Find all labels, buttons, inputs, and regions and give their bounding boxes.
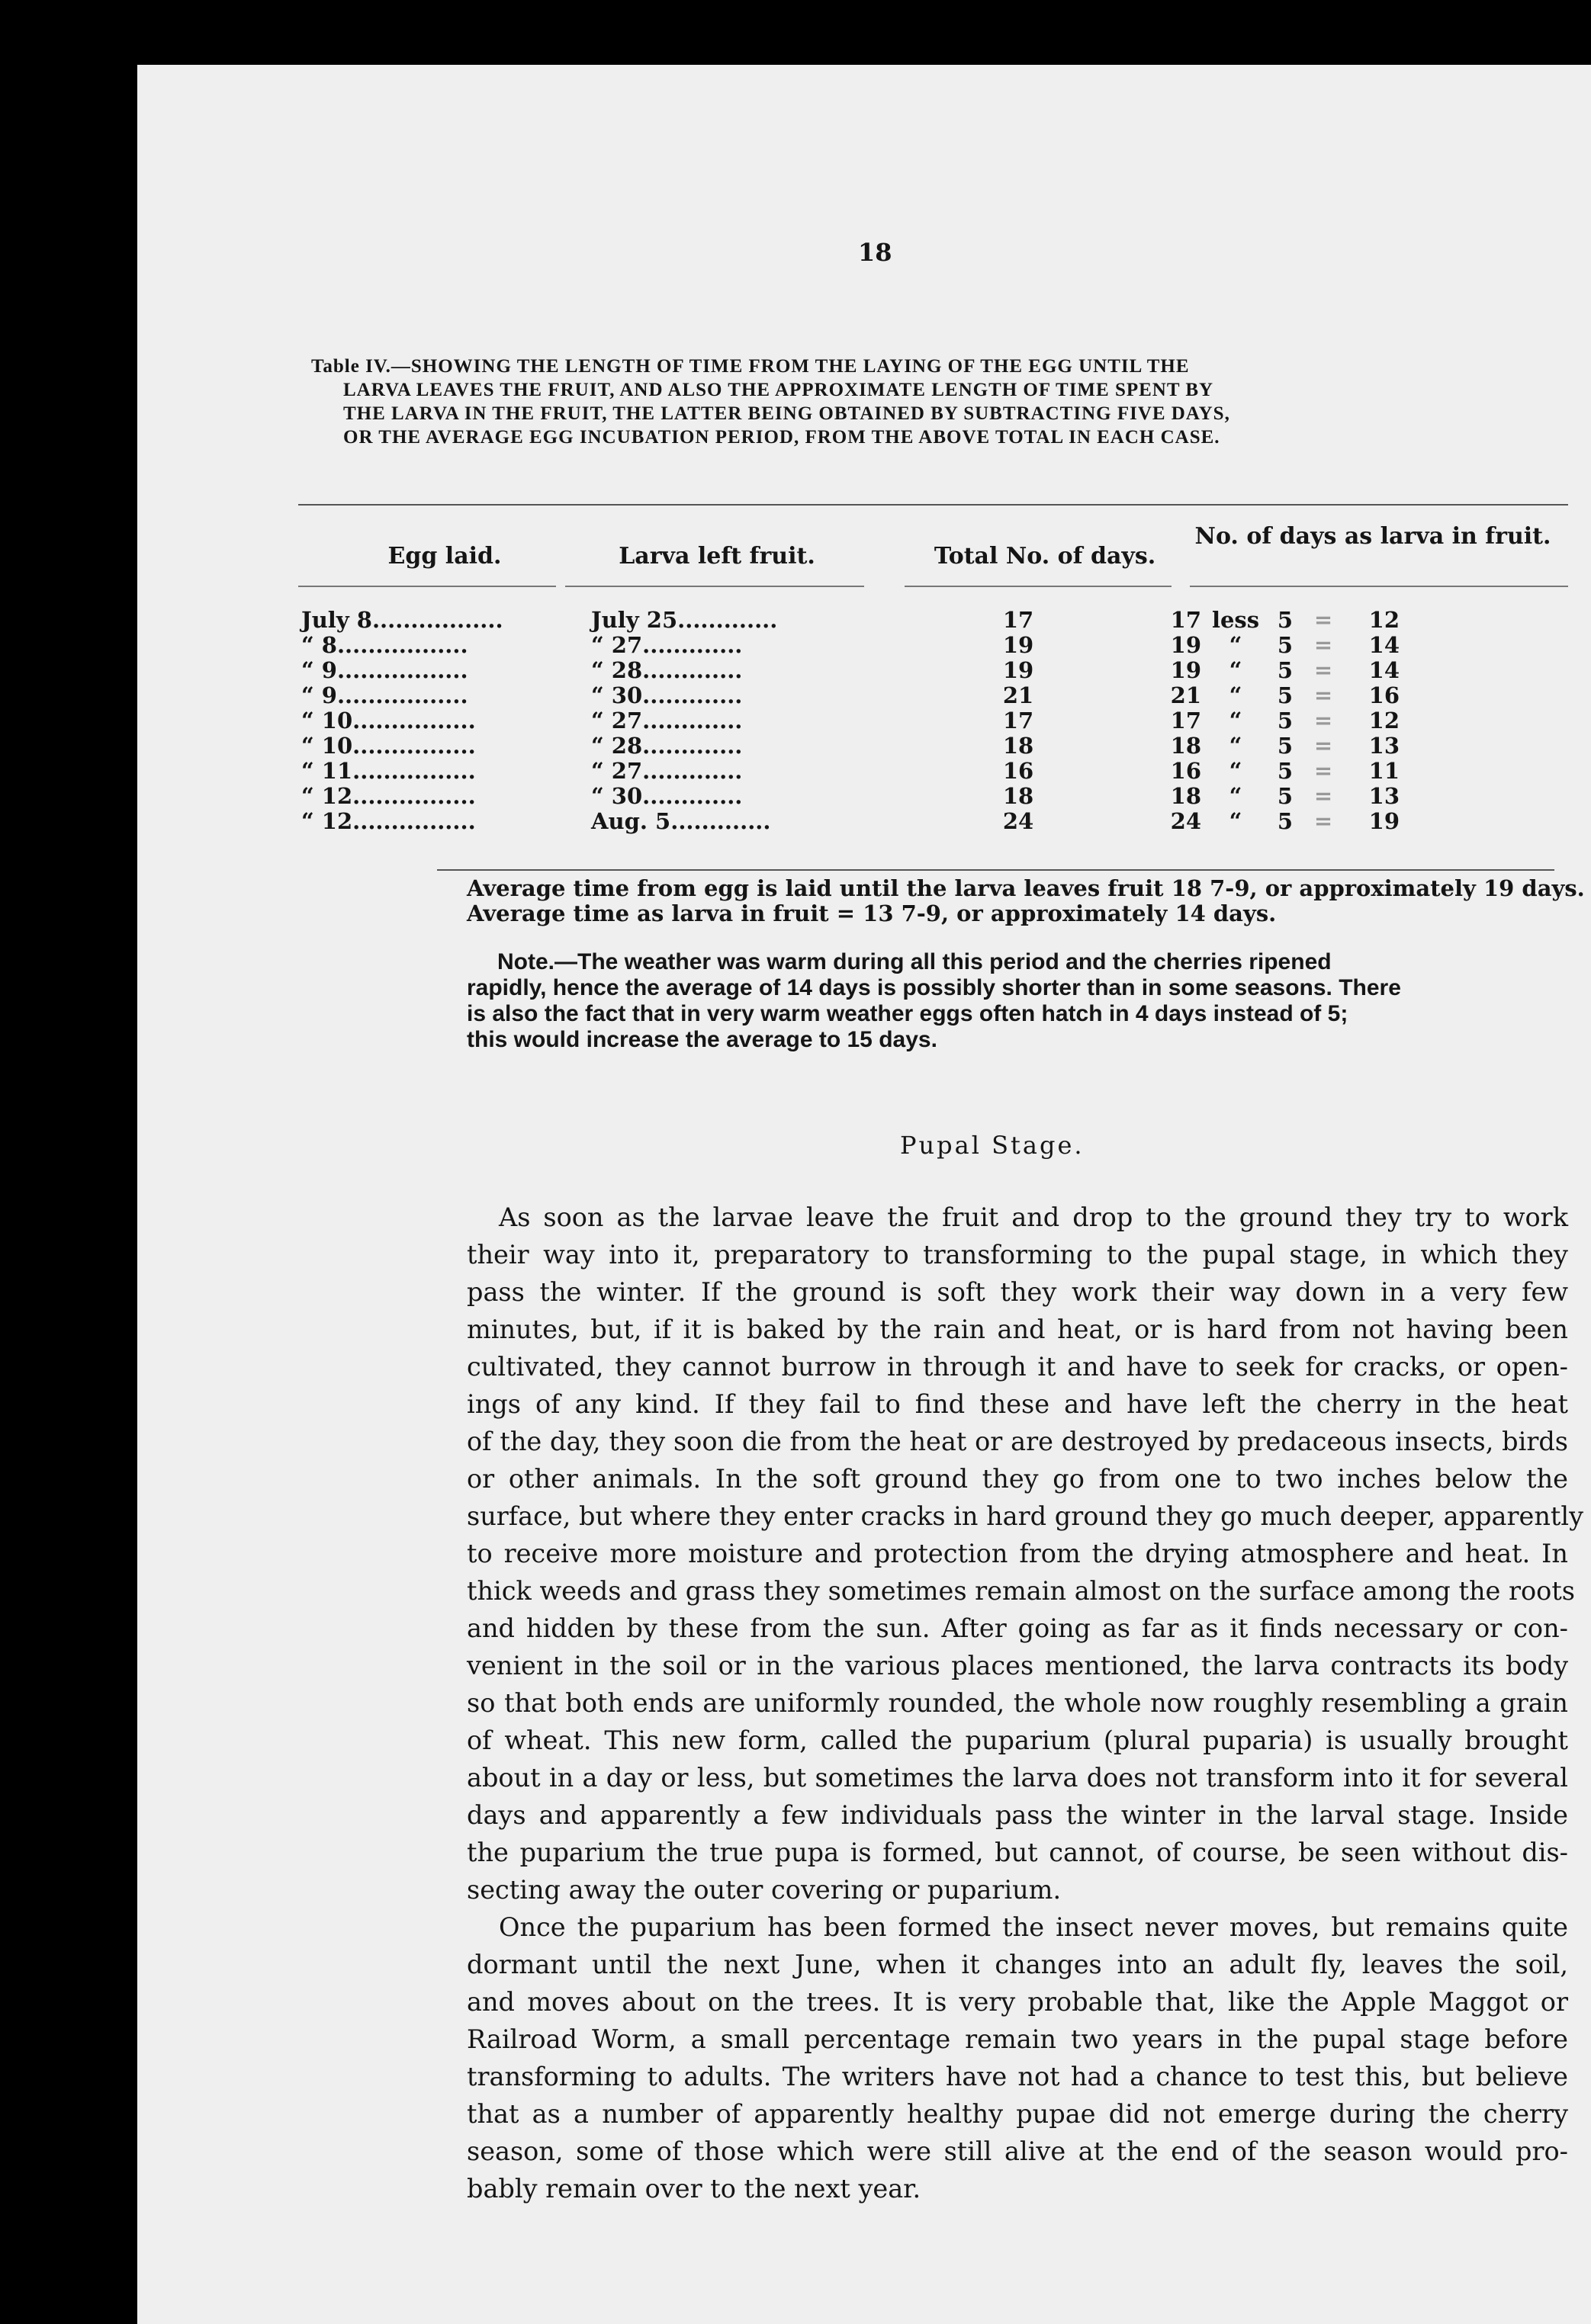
average-line: Average time as larva in fruit = 13 7-9, or approximately 14 days. <box>467 900 1277 926</box>
cell-equals: = <box>1313 758 1333 784</box>
text-line: or other animals. In the soft ground they go from one to two inches below the <box>467 1464 1568 1494</box>
paragraph <box>467 1908 1568 2207</box>
cell-less: “ <box>1229 758 1242 784</box>
text-line: dormant until the next June, when it changes into an adult fly, leaves the soil, <box>467 1950 1568 1979</box>
note-line: Note.—The weather was warm during all this period and the cherries ripened <box>497 949 1332 974</box>
text-line: bably remain over to the next year. <box>467 2174 921 2204</box>
cell-larva-left: “ 27............. <box>591 632 743 658</box>
note-block <box>467 949 1568 1053</box>
cell-five: 5 <box>1277 657 1294 683</box>
cell-five: 5 <box>1277 607 1294 633</box>
cell-total: 16 <box>1002 758 1034 784</box>
table-row <box>301 784 1400 809</box>
cell-five: 5 <box>1277 808 1294 834</box>
header-days-larva: No. of days as larva in fruit. <box>1194 523 1551 550</box>
cell-total: 19 <box>1002 632 1034 658</box>
text-line: secting away the outer covering or puparium. <box>467 1875 1062 1905</box>
cell-equals: = <box>1313 607 1333 633</box>
paragraph <box>467 1199 1584 1908</box>
cell-total: 19 <box>1002 657 1034 683</box>
data-table-body <box>301 608 1400 834</box>
text-line: days and apparently a few individuals pass the winter in the larval stage. Inside <box>467 1800 1568 1830</box>
cell-egg-laid: July 8................. <box>301 607 503 633</box>
text-line: transforming to adults. The writers have not had a chance to test this, but believe <box>467 2062 1568 2091</box>
cell-larva-left: “ 30............. <box>591 682 743 708</box>
cell-five: 5 <box>1277 708 1294 733</box>
text-line: venient in the soil or in the various places mentioned, the larva contracts its body <box>467 1651 1568 1680</box>
cell-egg-laid: “ 10................ <box>301 708 476 733</box>
header-rule <box>905 586 1172 587</box>
table-top-rule <box>298 504 1568 506</box>
cell-result: 13 <box>1368 783 1400 809</box>
table-row <box>301 658 1400 683</box>
table-bottom-rule <box>437 869 1554 871</box>
cell-days: 18 <box>1170 733 1201 759</box>
cell-equals: = <box>1313 632 1333 658</box>
text-line: to receive more moisture and protection from the drying atmosphere and heat. In <box>467 1539 1568 1568</box>
cell-days: 21 <box>1170 682 1201 708</box>
table-row <box>301 633 1400 658</box>
cell-less: “ <box>1229 682 1242 708</box>
cell-result: 14 <box>1368 657 1400 683</box>
document-page <box>137 65 1591 2324</box>
cell-equals: = <box>1313 783 1333 809</box>
cell-larva-left: July 25............. <box>591 607 778 633</box>
text-line: that as a number of apparently healthy pupae did not emerge during the cherry <box>467 2099 1568 2129</box>
cell-five: 5 <box>1277 682 1294 708</box>
cell-larva-left: “ 30............. <box>591 783 743 809</box>
text-line: so that both ends are uniformly rounded, the whole now roughly resembling a grain <box>467 1688 1568 1718</box>
table-row <box>301 759 1400 784</box>
caption-text: SHOWING THE LENGTH OF TIME FROM THE LAYING OF THE EGG UNTIL THE <box>410 356 1190 377</box>
note-line: this would increase the average to 15 days. <box>467 1027 937 1052</box>
cell-egg-laid: “ 12................ <box>301 808 476 834</box>
body-text <box>467 1199 1584 2207</box>
text-line: pass the winter. If the ground is soft they work their way down in a very few <box>467 1277 1568 1307</box>
cell-egg-laid: “ 10................ <box>301 733 476 759</box>
cell-equals: = <box>1313 708 1333 733</box>
cell-days: 19 <box>1170 657 1201 683</box>
average-line: Average time from egg is laid until the larva leaves fruit 18 7-9, or approximately 19 days. <box>467 875 1585 901</box>
text-line: of the day, they soon die from the heat or are destroyed by predaceous insects, birds <box>467 1427 1568 1456</box>
cell-days: 19 <box>1170 632 1201 658</box>
cell-days: 24 <box>1170 808 1201 834</box>
caption-line: LARVA LEAVES THE FRUIT, AND ALSO THE APPROXIMATE LENGTH OF TIME SPENT BY <box>343 380 1214 400</box>
text-line: and moves about on the trees. It is very probable that, like the Apple Maggot or <box>467 1987 1568 2017</box>
cell-larva-left: Aug. 5............. <box>591 808 771 834</box>
cell-five: 5 <box>1277 632 1294 658</box>
cell-less: less <box>1211 607 1260 633</box>
header-rule <box>298 586 556 587</box>
caption-lead: Table IV.— <box>311 356 411 377</box>
cell-egg-laid: “ 8................. <box>301 632 468 658</box>
note-line: is also the fact that in very warm weather eggs often hatch in 4 days instead of 5; <box>467 1001 1348 1026</box>
page-number: 18 <box>858 238 892 267</box>
cell-larva-left: “ 28............. <box>591 733 743 759</box>
note-line: rapidly, hence the average of 14 days is possibly shorter than in some seasons. There <box>467 975 1401 1000</box>
header-total-days: Total No. of days. <box>934 543 1156 570</box>
cell-egg-laid: “ 12................ <box>301 783 476 809</box>
cell-less: “ <box>1229 657 1242 683</box>
text-line: thick weeds and grass they sometimes remain almost on the surface among the roots <box>467 1576 1575 1606</box>
cell-less: “ <box>1229 808 1242 834</box>
cell-equals: = <box>1313 733 1333 759</box>
cell-result: 11 <box>1368 758 1400 784</box>
text-line: As soon as the larvae leave the fruit and drop to the ground they try to work <box>499 1202 1568 1232</box>
cell-equals: = <box>1313 657 1333 683</box>
cell-days: 16 <box>1170 758 1201 784</box>
header-rule <box>565 586 864 587</box>
text-line: Once the puparium has been formed the insect never moves, but remains quite <box>499 1912 1568 1942</box>
cell-five: 5 <box>1277 733 1294 759</box>
data-table <box>301 608 1400 834</box>
text-line: cultivated, they cannot burrow in through it and have to seek for cracks, or open- <box>467 1352 1568 1382</box>
table-row <box>301 608 1400 633</box>
text-line: the puparium the true pupa is formed, but cannot, of course, be seen without dis- <box>467 1838 1568 1867</box>
text-line: about in a day or less, but sometimes the larva does not transform into it for several <box>467 1763 1568 1793</box>
cell-larva-left: “ 27............. <box>591 758 743 784</box>
header-rule <box>1190 586 1568 587</box>
text-line: minutes, but, if it is baked by the rain and heat, or is hard from not having been <box>467 1314 1568 1344</box>
cell-result: 12 <box>1368 607 1400 633</box>
cell-five: 5 <box>1277 758 1294 784</box>
cell-days: 17 <box>1170 708 1201 733</box>
text-line: and hidden by these from the sun. After going as far as it finds necessary or con- <box>467 1613 1568 1643</box>
cell-total: 17 <box>1002 607 1034 633</box>
cell-result: 19 <box>1368 808 1400 834</box>
cell-total: 24 <box>1002 808 1034 834</box>
text-line: Railroad Worm, a small percentage remain two years in the pupal stage before <box>467 2024 1568 2054</box>
cell-result: 12 <box>1368 708 1400 733</box>
cell-total: 18 <box>1002 733 1034 759</box>
cell-equals: = <box>1313 808 1333 834</box>
cell-less: “ <box>1229 632 1242 658</box>
text-line: ings of any kind. If they fail to find these and have left the cherry in the heat <box>467 1389 1568 1419</box>
cell-less: “ <box>1229 733 1242 759</box>
cell-less: “ <box>1229 783 1242 809</box>
cell-less: “ <box>1229 708 1242 733</box>
cell-larva-left: “ 28............. <box>591 657 743 683</box>
text-line: surface, but where they enter cracks in hard ground they go much deeper, apparently <box>467 1501 1584 1531</box>
cell-larva-left: “ 27............. <box>591 708 743 733</box>
table-caption <box>311 355 1583 449</box>
cell-days: 18 <box>1170 783 1201 809</box>
cell-days: 17 <box>1170 607 1201 633</box>
cell-total: 21 <box>1002 682 1034 708</box>
table-row <box>301 683 1400 708</box>
cell-egg-laid: “ 9................. <box>301 682 468 708</box>
cell-five: 5 <box>1277 783 1294 809</box>
cell-total: 17 <box>1002 708 1034 733</box>
cell-egg-laid: “ 11................ <box>301 758 476 784</box>
cell-result: 13 <box>1368 733 1400 759</box>
cell-equals: = <box>1313 682 1333 708</box>
cell-egg-laid: “ 9................. <box>301 657 468 683</box>
table-row <box>301 809 1400 834</box>
caption-line: OR THE AVERAGE EGG INCUBATION PERIOD, FROM THE ABOVE TOTAL IN EACH CASE. <box>343 427 1220 448</box>
table-row <box>301 733 1400 759</box>
header-larva-left: Larva left fruit. <box>619 543 815 570</box>
text-line: of wheat. This new form, called the puparium (plural puparia) is usually brought <box>467 1725 1568 1755</box>
cell-total: 18 <box>1002 783 1034 809</box>
header-egg-laid: Egg laid. <box>387 543 502 570</box>
section-heading: Pupal Stage. <box>900 1131 1085 1160</box>
text-line: their way into it, preparatory to transforming to the pupal stage, in which they <box>467 1240 1568 1270</box>
cell-result: 14 <box>1368 632 1400 658</box>
caption-line <box>311 355 1583 378</box>
caption-line: THE LARVA IN THE FRUIT, THE LATTER BEING OBTAINED BY SUBTRACTING FIVE DAYS, <box>343 403 1230 424</box>
table-row <box>301 708 1400 733</box>
cell-result: 16 <box>1368 682 1400 708</box>
text-line: season, some of those which were still alive at the end of the season would pro- <box>467 2136 1568 2166</box>
